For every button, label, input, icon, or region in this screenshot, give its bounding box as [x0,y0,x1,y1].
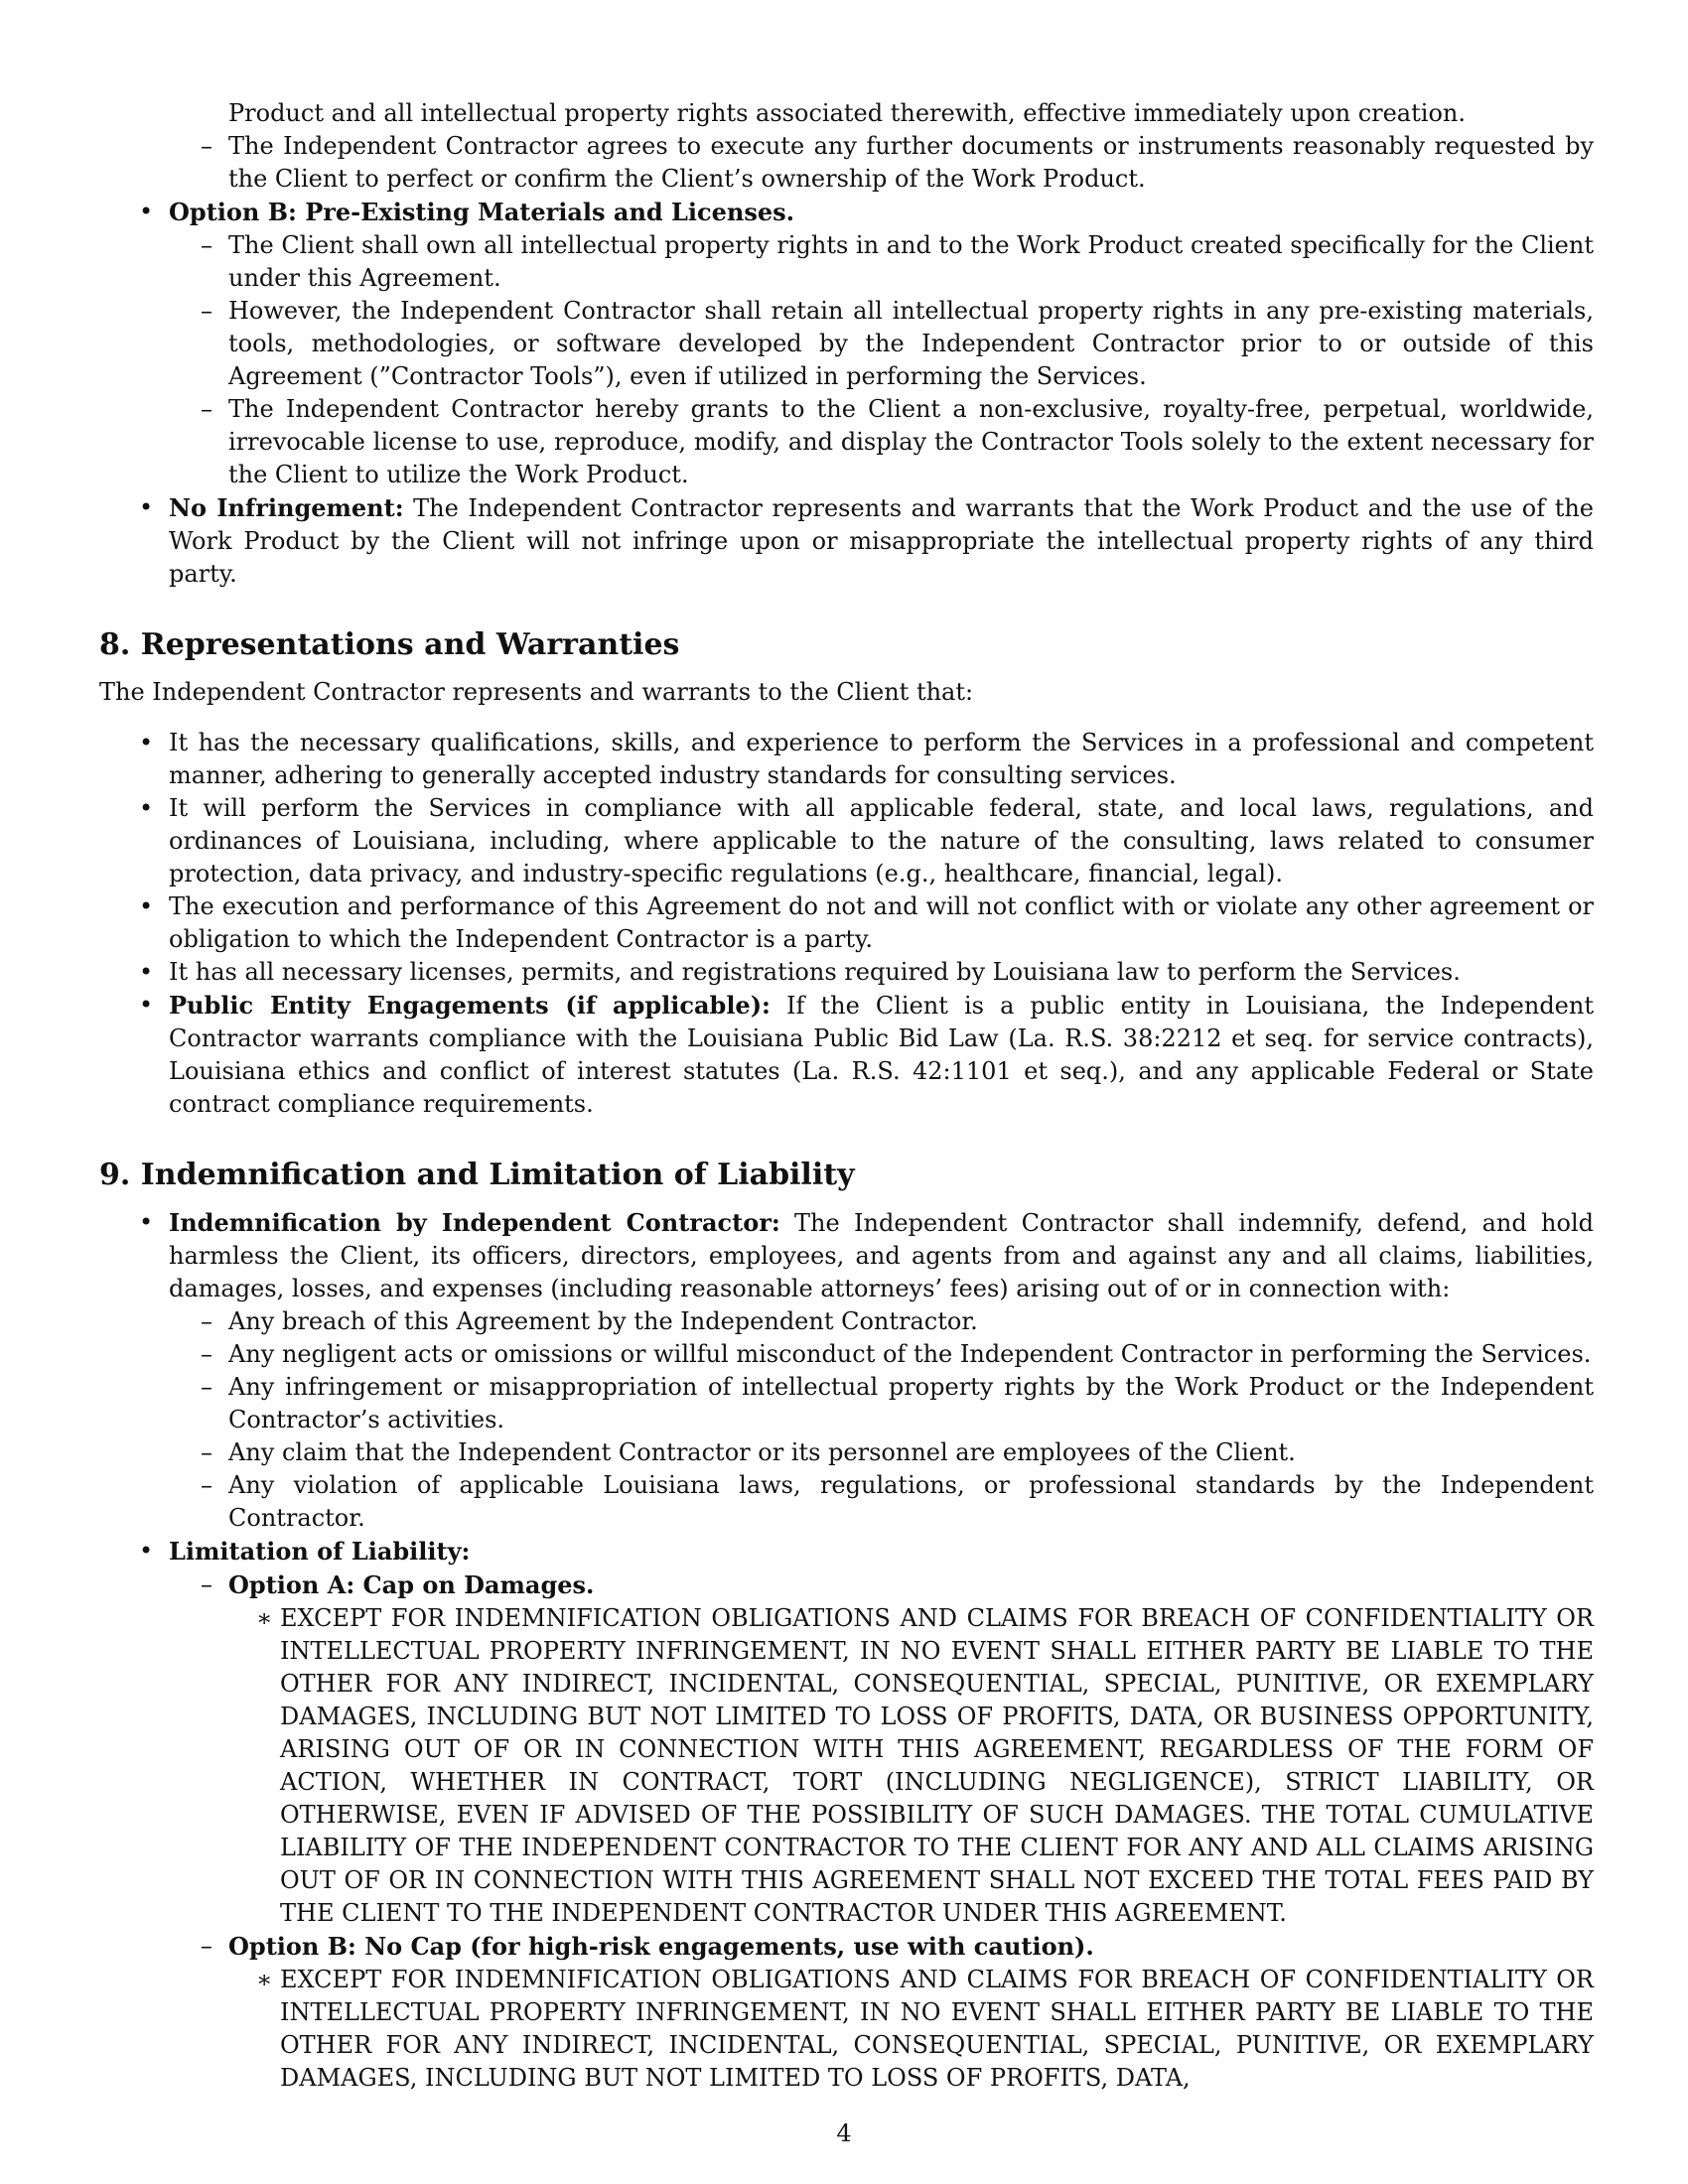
option-a-clause: ∗ EXCEPT FOR INDEMNIFICATION OBLIGATIONS AND CLAIMS FOR BREACH OF CONFIDENTIALITY OR INTELLECTUAL PROPERTY INFRINGEMENT, IN NO EVENT SHALL EITHER PARTY BE LIABLE TO THE OTHER FOR ANY INDIRECT, INCIDENTAL, CONSEQUENTIAL, SPECIAL, PUNITIVE, OR EXEMPLARY DAMAGES, INCLUDING BUT NOT LIMITED TO LOSS OF PROFITS, DATA, OR BUSINESS OPPORTUNITY, ARISING OUT OF OR IN CONNECTION WITH THIS AGREEMENT, REGARDLESS OF THE FORM OF ACTION, WHETHER IN CONTRACT, TORT (INCLUDING NEGLIGENCE), STRICT LIABILITY, OR OTHERWISE, EVEN IF ADVISED OF THE POSSIBILITY OF SUCH DAMAGES. THE TOTAL CUMULATIVE LIABILITY OF THE INDEPENDENT CONTRACTOR TO THE CLIENT FOR ANY AND ALL CLAIMS ARISING OUT OF OR IN CONNECTION WITH THIS AGREEMENT SHALL NOT EXCEED THE TOTAL FEES PAID BY THE CLIENT TO THE INDEPENDENT CONTRACTOR UNDER THIS AGREEMENT. [228,1602,1594,1930]
public-entity-label: Public Entity Engagements (if applicable): [169,991,771,1020]
continued-list [99,130,1594,196]
list-item: – The Independent Contractor hereby grants to the Client a non-exclusive, royalty-free, perpetual, worldwide, irrevocable license to use, reproduce, modify, and display the Contractor Tools solely to the extent necessary for the Client to utilize the Work Product. [169,393,1594,491]
option-b-title: Option B: Pre-Existing Materials and Licenses. [169,198,795,226]
list-item: – The Independent Contractor agrees to execute any further documents or instruments reasonably requested by the Client to perfect or confirm the Client’s ownership of the Work Product. [169,130,1594,196]
option-b-item [99,196,1594,491]
limitation-sublist [169,1569,1594,2095]
ip-options-list [99,196,1594,591]
no-infringement-text: The Independent Contractor represents and warrants that the Work Product and the use of the Work Product by the Client will not infringe upon or misappropriate the intellectual property rights of any third party. [169,494,1594,588]
indemnification-sublist [169,1305,1594,1535]
public-entity-item [99,989,1594,1121]
list-item: – The Client shall own all intellectual property rights in and to the Work Product created specifically for the Client under this Agreement. [169,229,1594,295]
section-8-list [99,727,1594,1121]
list-item: • It will perform the Services in compliance with all applicable federal, state, and local laws, regulations, and ordinances of Louisiana, including, where applicable to the nature of the consulting, laws related to consumer protection, data privacy, and industry-specific regulations (e.g., healthcare, financial, legal). [99,792,1594,890]
option-b-sublist [169,229,1594,491]
option-b-cap-title: Option B: No Cap (for high-risk engagements, use with caution). [228,1932,1094,1961]
list-item: – Any negligent acts or omissions or willful misconduct of the Independent Contractor in performing the Services. [169,1338,1594,1371]
continued-text: Product and all intellectual property rights associated therewith, effective immediately upon creation. [228,99,1466,127]
indemnification-text: The Independent Contractor shall indemnify, defend, and hold harmless the Client, its officers, directors, employees, and agents from and against any and all claims, liabilities, damages, losses, and expenses (including reasonable attorneys’ fees) arising out of or in connection with: [169,1209,1594,1302]
section-8-heading: 8. Representations and Warranties [99,627,680,662]
no-infringement-label: No Infringement: [169,493,404,522]
list-item: • It has all necessary licenses, permits, and registrations required by Louisiana law to perform the Services. [99,956,1594,989]
option-a-sublist [228,1602,1594,1930]
limitation-label: Limitation of Liability: [169,1537,471,1566]
page-number: 4 [836,2119,852,2147]
section-8-intro: The Independent Contractor represents and warrants to the Client that: [99,678,974,706]
list-item: – Any violation of applicable Louisiana laws, regulations, or professional standards by the Independent Contractor. [169,1469,1594,1535]
option-b-cap-clause: ∗ EXCEPT FOR INDEMNIFICATION OBLIGATIONS AND CLAIMS FOR BREACH OF CONFIDENTIALITY OR INTELLECTUAL PROPERTY INFRINGEMENT, IN NO EVENT SHALL EITHER PARTY BE LIABLE TO THE OTHER FOR ANY INDIRECT, INCIDENTAL, CONSEQUENTIAL, SPECIAL, PUNITIVE, OR EXEMPLARY DAMAGES, INCLUDING BUT NOT LIMITED TO LOSS OF PROFITS, DATA, [228,1964,1594,2095]
public-entity-text: If the Client is a public entity in Louisiana, the Independent Contractor warrants compliance with the Louisiana Public Bid Law (La. R.S. 38:2212 et seq. for service contracts), Louisiana ethics and conflict of interest statutes (La. R.S. 42:1101 et seq.), and any applicable Federal or State contract compliance requirements. [169,992,1594,1118]
limitation-item [99,1535,1594,2095]
section-9-heading: 9. Indemnification and Limitation of Liability [99,1158,855,1192]
list-item: – Any infringement or misappropriation of intellectual property rights by the Work Product or the Independent Contractor’s activities. [169,1371,1594,1436]
list-item: • It has the necessary qualifications, skills, and experience to perform the Services in a professional and competent manner, adhering to generally accepted industry standards for consulting services. [99,727,1594,792]
document-page [99,97,1594,2095]
list-item: • The execution and performance of this Agreement do not and will not conflict with or violate any other agreement or obligation to which the Independent Contractor is a party. [99,890,1594,956]
list-item: – Any breach of this Agreement by the Independent Contractor. [169,1305,1594,1338]
option-a-item [169,1569,1594,1930]
option-b-cap-sublist [228,1964,1594,2095]
indemnification-item [99,1206,1594,1535]
list-item: – However, the Independent Contractor shall retain all intellectual property rights in any pre-existing materials, tools, methodologies, or software developed by the Independent Contractor prior to or outside of this Agreement (”Contractor Tools”), even if utilized in performing the Services. [169,295,1594,393]
list-item: – Any claim that the Independent Contractor or its personnel are employees of the Client. [169,1436,1594,1469]
section-9-list [99,1206,1594,2095]
indemnification-label: Indemnification by Independent Contractor: [169,1208,780,1237]
option-b-cap-item [169,1930,1594,2095]
option-a-title: Option A: Cap on Damages. [228,1570,595,1599]
no-infringement-item [99,491,1594,591]
